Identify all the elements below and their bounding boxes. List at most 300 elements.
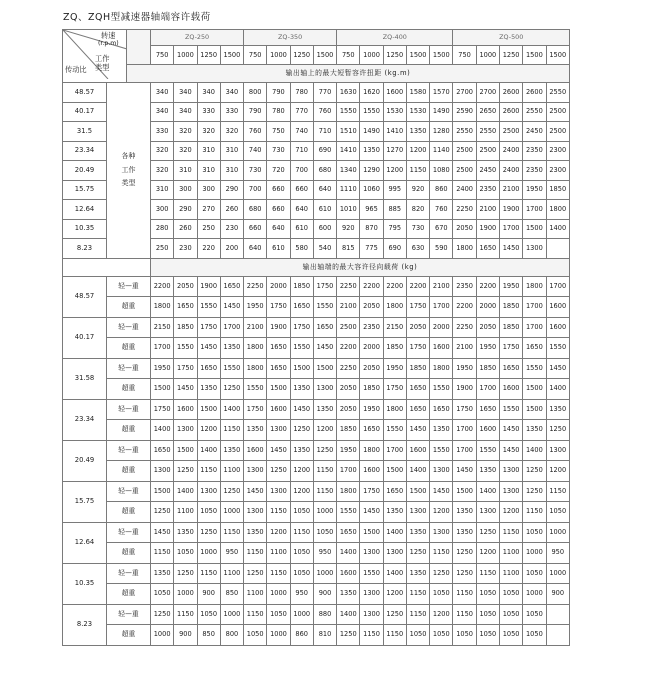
value-cell: 1350: [453, 522, 476, 543]
value-cell: 1650: [383, 481, 406, 502]
value-cell: 1300: [244, 502, 267, 523]
value-cell: 200: [220, 239, 243, 259]
work-type-cell: 轻—重: [107, 276, 151, 297]
value-cell: 1650: [406, 399, 429, 420]
value-cell: 690: [383, 239, 406, 259]
value-cell: 1600: [430, 338, 453, 359]
value-cell: 270: [197, 200, 220, 220]
value-cell: 1550: [523, 358, 546, 379]
work-type-cell: 轻—重: [107, 481, 151, 502]
work-type-any-line: 工作: [121, 165, 136, 174]
value-cell: 1800: [383, 297, 406, 318]
value-cell: 660: [267, 200, 290, 220]
value-cell: 720: [267, 161, 290, 181]
value-cell: 1250: [546, 420, 569, 441]
value-cell: 340: [220, 83, 243, 103]
value-cell: 300: [174, 180, 197, 200]
value-cell: 310: [220, 161, 243, 181]
value-cell: 2200: [476, 276, 499, 297]
value-cell: 1050: [476, 625, 499, 646]
value-cell: 250: [151, 239, 174, 259]
work-type-label-2: 类型: [95, 63, 110, 72]
value-cell: 1300: [244, 461, 267, 482]
value-cell: 800: [244, 83, 267, 103]
value-cell: 1950: [453, 358, 476, 379]
value-cell: 1750: [151, 399, 174, 420]
speed-750: 750: [453, 46, 476, 65]
value-cell: 2700: [453, 83, 476, 103]
value-cell: 1530: [406, 102, 429, 122]
value-cell: 1650: [174, 297, 197, 318]
group-zq500: ZQ-500: [453, 30, 570, 46]
value-cell: 1550: [360, 102, 383, 122]
value-cell: 1450: [360, 502, 383, 523]
value-cell: 1300: [476, 502, 499, 523]
value-cell: 1700: [499, 219, 522, 239]
value-cell: 1000: [267, 625, 290, 646]
value-cell: 710: [313, 122, 336, 142]
value-cell: 1050: [430, 584, 453, 605]
radial-row: [63, 563, 570, 584]
value-cell: 1450: [546, 358, 569, 379]
value-cell: 2500: [476, 141, 499, 161]
value-cell: 1700: [151, 338, 174, 359]
work-type-cell: 轻—重: [107, 358, 151, 379]
value-cell: 1500: [523, 399, 546, 420]
value-cell: 1500: [383, 461, 406, 482]
value-cell: 1450: [174, 379, 197, 400]
value-cell: 680: [244, 200, 267, 220]
value-cell: 610: [313, 200, 336, 220]
value-cell: 1150: [313, 481, 336, 502]
value-cell: 300: [197, 180, 220, 200]
value-cell: 1700: [430, 297, 453, 318]
value-cell: 1950: [383, 358, 406, 379]
value-cell: 1400: [383, 563, 406, 584]
value-cell: 1450: [267, 440, 290, 461]
value-cell: 2500: [546, 102, 569, 122]
value-cell: 1150: [197, 563, 220, 584]
value-cell: 1600: [406, 440, 429, 461]
value-cell: 730: [406, 219, 429, 239]
value-cell: 1350: [360, 141, 383, 161]
value-cell: 810: [313, 625, 336, 646]
value-cell: 1900: [267, 317, 290, 338]
value-cell: 1050: [523, 522, 546, 543]
value-cell: 1450: [499, 440, 522, 461]
speed-1500: 1500: [546, 46, 569, 65]
value-cell: 1050: [174, 543, 197, 564]
value-cell: 590: [430, 239, 453, 259]
value-cell: 640: [267, 219, 290, 239]
value-cell: 1750: [360, 481, 383, 502]
value-cell: 2250: [453, 317, 476, 338]
value-cell: 1000: [546, 522, 569, 543]
value-cell: 1060: [360, 180, 383, 200]
value-cell: 1150: [313, 461, 336, 482]
value-cell: 1450: [151, 522, 174, 543]
value-cell: 1350: [453, 502, 476, 523]
value-cell: 1300: [267, 481, 290, 502]
value-cell: 770: [290, 102, 313, 122]
value-cell: 1950: [523, 180, 546, 200]
value-cell: 1600: [499, 379, 522, 400]
work-type-cell: 超重: [107, 297, 151, 318]
work-type-cell: 轻—重: [107, 563, 151, 584]
value-cell: 1100: [499, 563, 522, 584]
value-cell: 230: [174, 239, 197, 259]
value-cell: 1300: [499, 481, 522, 502]
value-cell: 1050: [197, 604, 220, 625]
work-type-cell: 超重: [107, 584, 151, 605]
value-cell: 2200: [453, 297, 476, 318]
value-cell: 1650: [406, 379, 429, 400]
value-cell: 780: [290, 83, 313, 103]
value-cell: 1550: [476, 440, 499, 461]
corner-blank: [127, 30, 151, 65]
value-cell: 2350: [476, 180, 499, 200]
value-cell: 1300: [430, 461, 453, 482]
value-cell: 2100: [453, 338, 476, 359]
speed-1500: 1500: [313, 46, 336, 65]
work-type-cell: 超重: [107, 420, 151, 441]
radial-row: [63, 604, 570, 625]
speed-1250: 1250: [197, 46, 220, 65]
value-cell: 1200: [499, 502, 522, 523]
corner-cell: [63, 30, 127, 83]
value-cell: 2450: [523, 122, 546, 142]
value-cell: 2300: [546, 141, 569, 161]
ratio-cell: 31.5: [63, 122, 107, 142]
value-cell: 1700: [337, 461, 360, 482]
value-cell: 1750: [453, 399, 476, 420]
value-cell: 1850: [499, 297, 522, 318]
value-cell: 310: [220, 141, 243, 161]
value-cell: 1900: [476, 219, 499, 239]
value-cell: 310: [197, 161, 220, 181]
value-cell: 690: [313, 141, 336, 161]
radial-row: [63, 379, 570, 400]
value-cell: 1200: [290, 461, 313, 482]
value-cell: 1350: [313, 399, 336, 420]
value-cell: 860: [290, 625, 313, 646]
radial-section-title: 输出轴端的最大容许径向载荷 (kg): [151, 258, 570, 276]
value-cell: 1000: [546, 563, 569, 584]
value-cell: 1550: [430, 440, 453, 461]
value-cell: 1800: [337, 481, 360, 502]
value-cell: 1000: [267, 584, 290, 605]
value-cell: 670: [430, 219, 453, 239]
value-cell: 950: [546, 543, 569, 564]
value-cell: 1450: [406, 420, 429, 441]
radial-row: [63, 522, 570, 543]
value-cell: 900: [546, 584, 569, 605]
value-cell: 540: [313, 239, 336, 259]
value-cell: 600: [313, 219, 336, 239]
value-cell: 1080: [430, 161, 453, 181]
value-cell: 1400: [220, 399, 243, 420]
value-cell: 1450: [220, 297, 243, 318]
value-cell: 1250: [151, 604, 174, 625]
value-cell: 1100: [499, 543, 522, 564]
value-cell: 1050: [523, 625, 546, 646]
radial-row: [63, 420, 570, 441]
value-cell: 1550: [220, 358, 243, 379]
value-cell: 1300: [151, 461, 174, 482]
value-cell: 2200: [151, 276, 174, 297]
value-cell: 1600: [360, 461, 383, 482]
value-cell: 2050: [337, 379, 360, 400]
value-cell: 1600: [476, 420, 499, 441]
value-cell: 1600: [546, 297, 569, 318]
value-cell: 1400: [337, 604, 360, 625]
speed-750: 750: [151, 46, 174, 65]
value-cell: 1750: [174, 358, 197, 379]
speed-750: 750: [337, 46, 360, 65]
value-cell: 1620: [360, 83, 383, 103]
value-cell: 2590: [453, 102, 476, 122]
work-type-cell: 轻—重: [107, 317, 151, 338]
value-cell: 2150: [383, 317, 406, 338]
group-zq400: ZQ-400: [337, 30, 453, 46]
radial-row: [63, 543, 570, 564]
value-cell: [546, 625, 569, 646]
value-cell: 1300: [546, 440, 569, 461]
value-cell: 1300: [523, 239, 546, 259]
model-header-row: [63, 30, 570, 46]
value-cell: 1500: [453, 481, 476, 502]
speed-1000: 1000: [267, 46, 290, 65]
value-cell: 610: [290, 219, 313, 239]
value-cell: 1150: [244, 543, 267, 564]
work-type-cell: 轻—重: [107, 440, 151, 461]
torque-section-title: 输出轴上的最大短暂容许扭距 (kg.m): [127, 65, 570, 83]
value-cell: 1750: [197, 317, 220, 338]
value-cell: 1050: [151, 584, 174, 605]
value-cell: 850: [197, 625, 220, 646]
value-cell: 1100: [174, 502, 197, 523]
value-cell: 1800: [360, 440, 383, 461]
value-cell: 2100: [337, 297, 360, 318]
value-cell: 1500: [267, 379, 290, 400]
value-cell: 1450: [313, 338, 336, 359]
value-cell: 1150: [220, 420, 243, 441]
value-cell: 320: [174, 122, 197, 142]
group-zq350: ZQ-350: [244, 30, 337, 46]
work-type-cell: 超重: [107, 461, 151, 482]
value-cell: 1950: [244, 297, 267, 318]
value-cell: 1600: [337, 563, 360, 584]
value-cell: 1000: [174, 584, 197, 605]
value-cell: 1450: [499, 239, 522, 259]
value-cell: 1050: [430, 625, 453, 646]
value-cell: 1500: [174, 440, 197, 461]
radial-row: [63, 440, 570, 461]
value-cell: 1200: [546, 461, 569, 482]
value-cell: 1250: [453, 563, 476, 584]
value-cell: 2200: [383, 276, 406, 297]
value-cell: 1850: [360, 379, 383, 400]
speed-unit: (r.p.m): [98, 40, 119, 47]
ratio-cell: 31.58: [63, 358, 107, 399]
value-cell: 1150: [197, 461, 220, 482]
value-cell: 1200: [290, 481, 313, 502]
value-cell: 1300: [267, 420, 290, 441]
value-cell: 1700: [523, 317, 546, 338]
value-cell: 1050: [290, 502, 313, 523]
ratio-cell: 40.17: [63, 317, 107, 358]
value-cell: 1650: [313, 317, 336, 338]
value-cell: 2050: [360, 358, 383, 379]
value-cell: 1250: [453, 543, 476, 564]
value-cell: 1200: [430, 502, 453, 523]
work-type-cell: 超重: [107, 379, 151, 400]
value-cell: 1000: [151, 625, 174, 646]
value-cell: 1200: [476, 543, 499, 564]
ratio-cell: 20.49: [63, 440, 107, 481]
value-cell: 1550: [337, 502, 360, 523]
value-cell: 730: [267, 141, 290, 161]
value-cell: 1950: [337, 440, 360, 461]
value-cell: 760: [430, 200, 453, 220]
value-cell: 1500: [523, 219, 546, 239]
ratio-cell: 23.34: [63, 399, 107, 440]
value-cell: 1150: [151, 543, 174, 564]
value-cell: 2500: [453, 141, 476, 161]
value-cell: 1950: [476, 338, 499, 359]
value-cell: 1750: [244, 399, 267, 420]
ratio-cell: 15.75: [63, 481, 107, 522]
value-cell: 1800: [430, 358, 453, 379]
value-cell: 1000: [197, 543, 220, 564]
value-cell: 2050: [453, 219, 476, 239]
speed-1250: 1250: [290, 46, 313, 65]
value-cell: 1500: [360, 522, 383, 543]
value-cell: 2500: [546, 122, 569, 142]
value-cell: 1700: [476, 379, 499, 400]
value-cell: 1650: [267, 358, 290, 379]
speed-1250: 1250: [383, 46, 406, 65]
value-cell: 1850: [406, 358, 429, 379]
value-cell: 1490: [360, 122, 383, 142]
speed-1500: 1500: [523, 46, 546, 65]
value-cell: 1550: [174, 338, 197, 359]
ratio-cell: 10.35: [63, 219, 107, 239]
value-cell: 1700: [523, 200, 546, 220]
value-cell: 1050: [499, 584, 522, 605]
radial-row: [63, 358, 570, 379]
value-cell: 2350: [360, 317, 383, 338]
value-cell: 1250: [174, 461, 197, 482]
value-cell: 1200: [406, 141, 429, 161]
speed-750: 750: [244, 46, 267, 65]
value-cell: 995: [383, 180, 406, 200]
radial-row: [63, 317, 570, 338]
value-cell: 320: [197, 122, 220, 142]
value-cell: 1350: [406, 122, 429, 142]
value-cell: 1650: [360, 420, 383, 441]
speed-1500: 1500: [220, 46, 243, 65]
work-type-cell: 轻—重: [107, 604, 151, 625]
value-cell: 1350: [197, 379, 220, 400]
value-cell: 2450: [476, 161, 499, 181]
value-cell: 640: [290, 200, 313, 220]
value-cell: 1050: [476, 604, 499, 625]
value-cell: 1490: [430, 102, 453, 122]
value-cell: 2100: [499, 180, 522, 200]
value-cell: 1850: [290, 276, 313, 297]
value-cell: 1900: [197, 276, 220, 297]
value-cell: 2550: [476, 122, 499, 142]
value-cell: 1600: [174, 399, 197, 420]
value-cell: 1250: [476, 522, 499, 543]
value-cell: 2600: [499, 83, 522, 103]
value-cell: 700: [244, 180, 267, 200]
value-cell: 1150: [267, 563, 290, 584]
value-cell: 1550: [244, 379, 267, 400]
value-cell: 1250: [383, 604, 406, 625]
value-cell: 1110: [337, 180, 360, 200]
value-cell: 1500: [290, 358, 313, 379]
value-cell: 580: [290, 239, 313, 259]
value-cell: 1550: [197, 297, 220, 318]
value-cell: 330: [151, 122, 174, 142]
value-cell: 340: [197, 83, 220, 103]
radial-row: [63, 276, 570, 297]
value-cell: 1750: [406, 338, 429, 359]
value-cell: 780: [267, 102, 290, 122]
speed-label: 转速: [101, 31, 116, 40]
radial-row: [63, 481, 570, 502]
value-cell: 610: [267, 239, 290, 259]
value-cell: 1950: [360, 399, 383, 420]
ratio-cell: 48.57: [63, 276, 107, 317]
value-cell: 1400: [476, 481, 499, 502]
value-cell: 1750: [499, 338, 522, 359]
value-cell: 1050: [290, 543, 313, 564]
page-title: ZQ、ZQH型减速器轴端容许载荷: [63, 12, 211, 23]
value-cell: 2050: [360, 297, 383, 318]
ratio-cell: 15.75: [63, 180, 107, 200]
value-cell: 1000: [220, 604, 243, 625]
value-cell: 1050: [499, 625, 522, 646]
value-cell: 2350: [453, 276, 476, 297]
value-cell: 1300: [360, 584, 383, 605]
value-cell: 795: [383, 219, 406, 239]
value-cell: 1580: [406, 83, 429, 103]
ratio-cell: 23.34: [63, 141, 107, 161]
value-cell: 1500: [406, 481, 429, 502]
value-cell: 1650: [523, 338, 546, 359]
value-cell: 1350: [430, 420, 453, 441]
value-cell: 1250: [313, 440, 336, 461]
value-cell: 850: [220, 584, 243, 605]
value-cell: 1650: [197, 358, 220, 379]
value-cell: 1050: [546, 502, 569, 523]
value-cell: 2400: [499, 141, 522, 161]
speed-1500: 1500: [430, 46, 453, 65]
ratio-cell: 48.57: [63, 83, 107, 103]
value-cell: 260: [220, 200, 243, 220]
value-cell: 2050: [406, 317, 429, 338]
radial-row: [63, 399, 570, 420]
value-cell: 2100: [244, 317, 267, 338]
group-zq250: ZQ-250: [151, 30, 244, 46]
value-cell: 1400: [174, 481, 197, 502]
value-cell: 320: [220, 122, 243, 142]
value-cell: 1200: [197, 420, 220, 441]
value-cell: 1150: [360, 625, 383, 646]
